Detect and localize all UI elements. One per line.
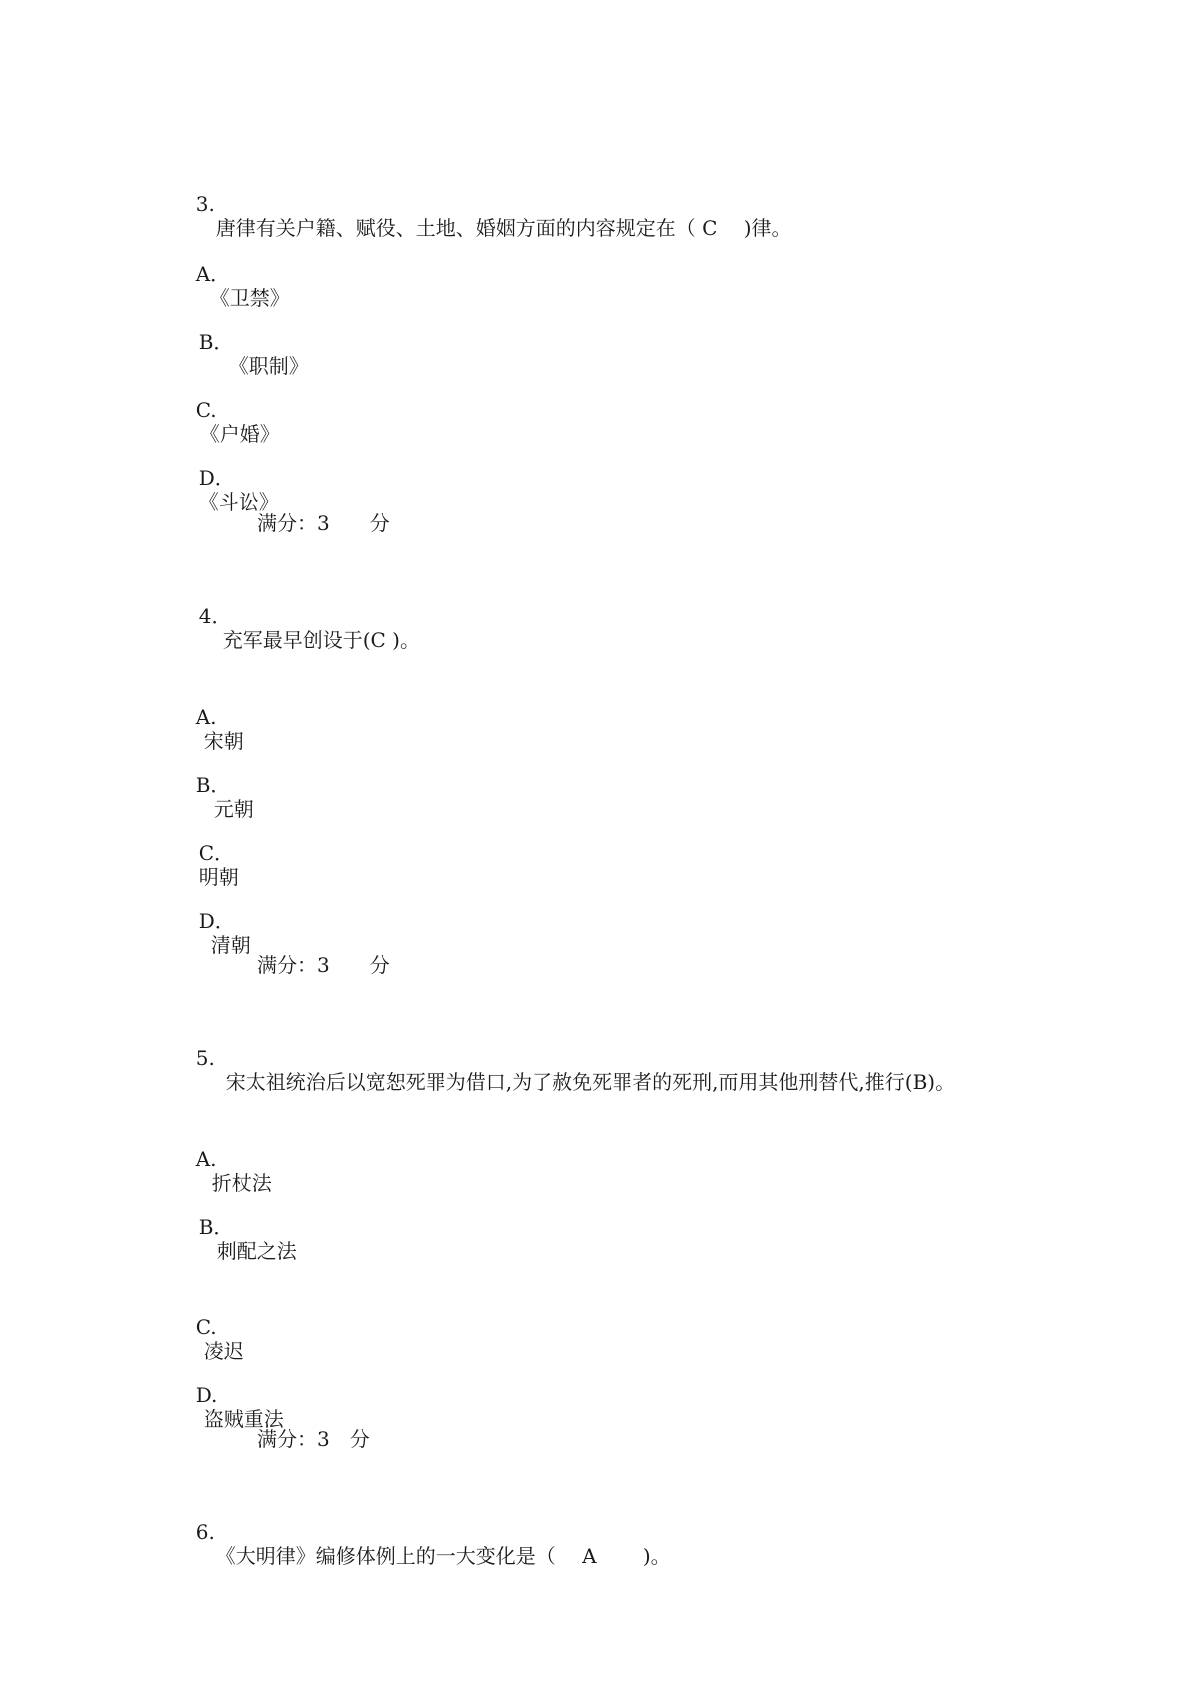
option-text: 清朝 xyxy=(210,933,251,957)
question-5-stem xyxy=(183,1022,955,1094)
option-letter: A. xyxy=(195,705,217,729)
question-4-stem xyxy=(186,580,420,652)
option-c xyxy=(183,1291,244,1363)
option-letter: B． xyxy=(198,1215,234,1239)
option-d xyxy=(183,1359,284,1431)
option-text: 元朝 xyxy=(213,797,254,821)
option-text: 《斗讼》 xyxy=(198,490,279,514)
option-letter: C． xyxy=(198,841,235,865)
option-text: 宋朝 xyxy=(203,729,244,753)
option-b xyxy=(186,1191,297,1263)
option-c xyxy=(186,817,239,889)
option-text: 《户婚》 xyxy=(199,422,280,446)
option-a xyxy=(183,681,244,753)
option-text: 《卫禁》 xyxy=(209,286,290,310)
option-b xyxy=(186,306,309,378)
option-text: 凌迟 xyxy=(203,1339,244,1363)
option-letter: D. xyxy=(195,1383,218,1407)
option-a xyxy=(183,1123,272,1195)
question-text: 充军最早创设于(C )。 xyxy=(222,628,420,652)
question-number: 3. xyxy=(195,192,215,216)
question-number: 6. xyxy=(195,1520,215,1544)
option-a xyxy=(183,238,290,310)
option-letter: A. xyxy=(195,1147,217,1171)
option-b xyxy=(183,749,254,821)
question-text: 宋太祖统治后以宽恕死罪为借口,为了赦免死罪者的死刑,而用其他刑替代,推行(B)。 xyxy=(225,1070,956,1094)
option-text: 明朝 xyxy=(198,865,239,889)
option-text: 刺配之法 xyxy=(216,1239,297,1263)
question-number: 4． xyxy=(198,604,232,628)
question-text: 唐律有关户籍、赋役、土地、婚姻方面的内容规定在（ C )律。 xyxy=(215,216,792,240)
option-letter: B． xyxy=(195,773,231,797)
option-d xyxy=(186,442,279,514)
option-c xyxy=(183,374,280,446)
score-line: 满分：3 分 xyxy=(257,1427,370,1451)
score-line: 满分：3 分 xyxy=(257,953,390,977)
option-text: 折杖法 xyxy=(211,1171,272,1195)
score-line: 满分：3 分 xyxy=(257,511,390,535)
question-text: 《大明律》编修体例上的一大变化是（ A )。 xyxy=(215,1544,671,1568)
option-text: 《职制》 xyxy=(228,354,309,378)
question-6-stem xyxy=(183,1496,671,1568)
option-text: 盗贼重法 xyxy=(203,1407,284,1431)
question-number: 5. xyxy=(195,1046,215,1070)
option-letter: C. xyxy=(195,1315,217,1339)
option-letter: D． xyxy=(198,466,235,490)
option-letter: C. xyxy=(195,398,217,422)
option-letter: A． xyxy=(195,262,231,286)
option-letter: D． xyxy=(198,909,235,933)
option-letter: B． xyxy=(198,330,234,354)
question-3-stem xyxy=(183,168,792,240)
option-d xyxy=(186,885,251,957)
